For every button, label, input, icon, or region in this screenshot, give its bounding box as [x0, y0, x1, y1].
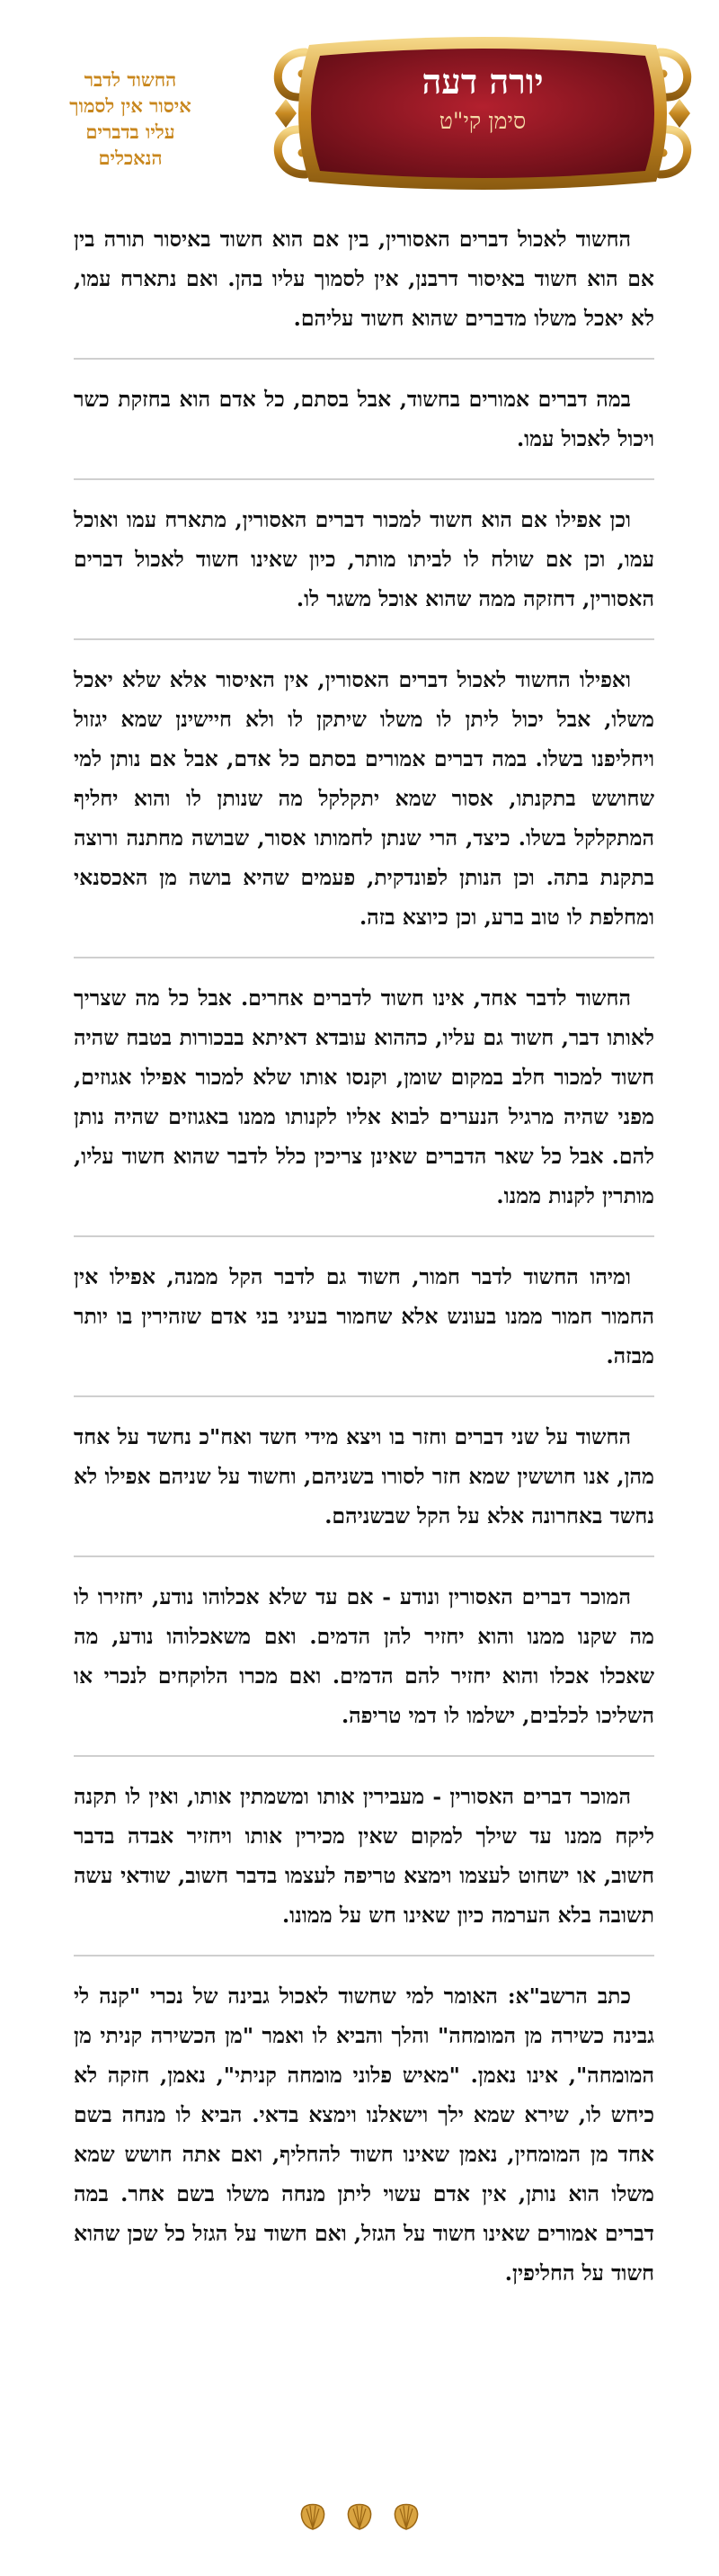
divider [74, 1955, 654, 1957]
divider [74, 1755, 654, 1757]
paragraph: ומיהו החשוד לדבר חמור, חשוד גם לדבר הקל ממנה, אפילו אין החמור חמור ממנו בעונש אלא שחמור בעיני בני אדם שזהירין בו יותר מבזה. [74, 1264, 654, 1368]
title-scroll-banner [262, 32, 703, 194]
footer-ornament [0, 2501, 719, 2537]
page-subtitle: סימן קי"ט [439, 108, 527, 134]
paragraph: המוכר דברים האסורין ונודע - אם עד שלא אכלוהו נודע, יחזירו לו מה שקנו ממנו והוא יחזיר להן הדמים. ואם משאכלוהו נודע, מה שאכלו אכלו והוא יחזיר להם הדמים. ואם מכרו הלוקחים לנכרי או השליכו לכלבים, ישלמו לו דמי טריפה. [74, 1584, 654, 1728]
divider [74, 358, 654, 360]
divider [74, 1555, 654, 1557]
page-title: יורה דעה [422, 61, 544, 102]
main-text [74, 219, 654, 2313]
paragraph: במה דברים אמורים בחשוד, אבל בסתם, כל אדם הוא בחזקת כשר ויכול לאכול עמו. [74, 387, 654, 451]
gold-shell-icon [344, 2501, 375, 2532]
paragraph: כתב הרשב"א: האומר למי שחשוד לאכול גבינה של נכרי "קנה לי גבינה כשירה מן המומחה" והלך והביא לו ואמר "מן הכשירה קניתי מן המומחה", אינו נאמן. "מאיש פלוני מומחה קניתי", נאמן, חזקה לא כיחש לו, שירא שמא ילך וישאלנו וימצא בדאי. הביא לו מנחה בשם אחד מן המומחין, נאמן שאינו חשוד להחליף, ואם אתה חושש שמא משלו הוא נותן, אין אדם עשוי ליתן מנחה משלו בשם אחר. במה דברים אמורים שאינו חשוד על הגזל, ואם חשוד על הגזל כל שכן שהוא חשוד על החליפין. [74, 1983, 654, 2286]
side-title: החשוד לדבר איסור אין לסמוך עליו בדברים הנאכלים [69, 68, 191, 169]
gold-shell-icon [391, 2501, 422, 2532]
paragraph: החשוד לדבר אחד, אינו חשוד לדברים אחרים. אבל כל מה שצריך לאותו דבר, חשוד גם עליו, כההוא עובדא דאיתא בבכורות בטבח שהיה חשוד למכור חלב במקום שומן, וקנסו אותו שלא למכור אפילו אגוזים, מפני שהיה מרגיל הנערים לבוא אליו לקנותו ממנו באגוזים שהיה נותן להם. אבל כל שאר הדברים שאינן צריכין כלל לדבר שהוא חשוד עליו, מותרין לקנות ממנו. [74, 985, 654, 1208]
divider [74, 638, 654, 640]
divider [74, 1235, 654, 1237]
gold-shell-icon [297, 2501, 328, 2532]
divider [74, 478, 654, 480]
header [0, 32, 719, 203]
paragraph: וכן אפילו אם הוא חשוד למכור דברים האסורין, מתארח עמו ואוכל עמו, וכן אם שולח לו לביתו מותר, כיון שאינו חשוד לאכול דברים האסורין, דחזקה ממה שהוא אוכל משגר לו. [74, 507, 654, 611]
paragraph: ואפילו החשוד לאכול דברים האסורין, אין האיסור אלא שלא יאכל משלו, אבל יכול ליתן לו משלו שיתקן לו ולא חיישינן שמא יגזול ויחליפנו בשלו. במה דברים אמורים בסתם כל אדם, אבל אם נותן למי שחושש בתקנתו, אסור שמא יתקלקל מה שנותן לו והוא יחליף המתקלקל בשלו. כיצד, הרי שנתן לחמותו אסור, שבושה מחתנה ורוצה בתקנת בתה. וכן הנותן לפונדקית, פעמים שהיא בושה מן האכסנאי ומחלפת לו טוב ברע, וכן כיוצא בזה. [74, 667, 654, 930]
divider [74, 1395, 654, 1397]
paragraph: החשוד על שני דברים וחזר בו ויצא מידי חשד ואח"כ נחשד על אחד מהן, אנו חוששין שמא חזר לסורו בשניהם, וחשוד על שניהם אפילו לא נחשד באחרונה אלא על הקל שבשניהם. [74, 1424, 654, 1529]
divider [74, 957, 654, 958]
paragraph: המוכר דברים האסורין - מעבירין אותו ומשמתין אותו, ואין לו תקנה ליקח ממנו עד שילך למקום שאין מכירין אותו ויחזיר אבדה בדבר חשוב, או ישחוט לעצמו וימצא טריפה לעצמו בדבר חשוב, שודאי עשה תשובה בלא הערמה כיון שאינו חש על ממונו. [74, 1784, 654, 1928]
paragraph: החשוד לאכול דברים האסורין, בין אם הוא חשוד באיסור תורה בין אם הוא חשוד באיסור דרבנן, אין לסמוך עליו בהן. ואם נתארח עמו, לא יאכל משלו מדברים שהוא חשוד עליהם. [74, 227, 654, 331]
